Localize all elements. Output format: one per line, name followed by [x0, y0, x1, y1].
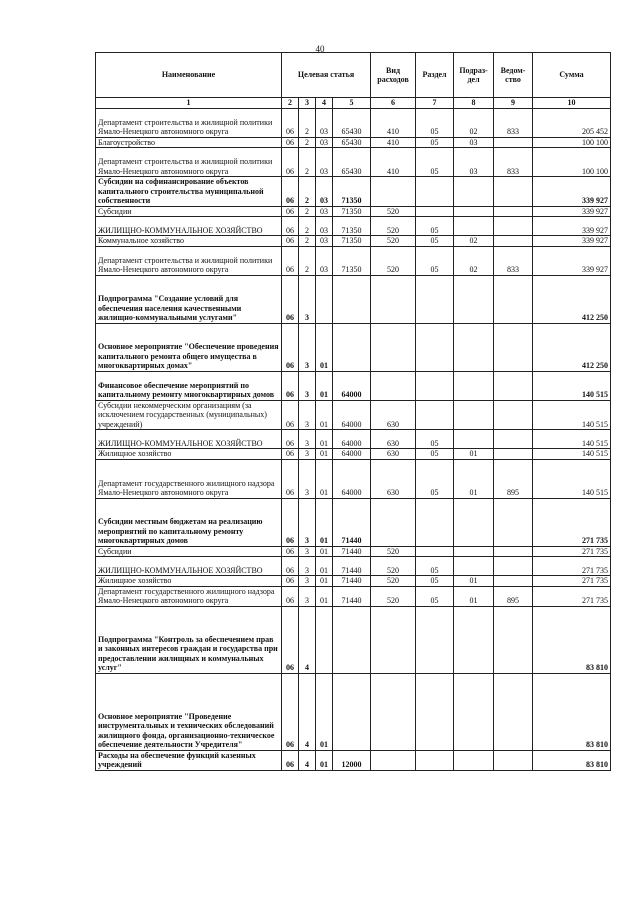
subsection	[454, 323, 494, 371]
target-code-3: 03	[316, 148, 333, 177]
department-code	[494, 400, 533, 430]
department-code	[494, 206, 533, 217]
target-code-2: 3	[299, 371, 316, 400]
target-code-3: 01	[316, 586, 333, 606]
subsection	[454, 217, 494, 236]
amount: 339 927	[533, 236, 611, 247]
target-code-2: 3	[299, 275, 316, 323]
target-code-4: 64000	[333, 371, 371, 400]
table-row	[96, 323, 611, 371]
section: 05	[416, 246, 454, 275]
row-name: ЖИЛИЩНО-КОММУНАЛЬНОЕ ХОЗЯЙСТВО	[96, 430, 282, 449]
row-name: Субсидии местным бюджетам на реализацию мероприятий по капитальному ремонту многоквартирных домов	[96, 498, 282, 546]
header-row	[96, 53, 611, 98]
department-code	[494, 275, 533, 323]
department-code	[494, 137, 533, 148]
target-code-1: 06	[282, 449, 299, 460]
department-code: 895	[494, 586, 533, 606]
subsection	[454, 557, 494, 576]
target-code-4: 71350	[333, 177, 371, 207]
target-code-2: 3	[299, 557, 316, 576]
amount: 140 515	[533, 430, 611, 449]
row-name: Департамент строительства и жилищной политики Ямало-Ненецкого автономного округа	[96, 108, 282, 137]
target-code-1: 06	[282, 275, 299, 323]
target-code-1: 06	[282, 108, 299, 137]
row-name: Финансовое обеспечение мероприятий по капитальному ремонту многоквартирных домов	[96, 371, 282, 400]
header-target: Целевая статья	[282, 53, 371, 98]
row-name: Основное мероприятие "Проведение инструментальных и технических обследований жилищного фонда, организационно-техническое обеспечение деятельности Учредителя"	[96, 673, 282, 750]
department-code	[494, 557, 533, 576]
column-number-row	[96, 98, 611, 109]
amount: 412 250	[533, 275, 611, 323]
department-code	[494, 371, 533, 400]
table-row	[96, 371, 611, 400]
section: 05	[416, 217, 454, 236]
row-name: Расходы на обеспечение функций казенных учреждений	[96, 750, 282, 770]
section: 05	[416, 430, 454, 449]
department-code	[494, 449, 533, 460]
target-code-3: 01	[316, 449, 333, 460]
target-code-4: 64000	[333, 400, 371, 430]
target-code-1: 06	[282, 236, 299, 247]
section	[416, 323, 454, 371]
column-number: 8	[454, 98, 494, 109]
target-code-3: 03	[316, 177, 333, 207]
department-code	[494, 673, 533, 750]
column-number: 10	[533, 98, 611, 109]
amount: 339 927	[533, 206, 611, 217]
target-code-3: 01	[316, 323, 333, 371]
target-code-1: 06	[282, 137, 299, 148]
row-name: Субсидии на софинансирование объектов капитального строительства муниципальной собственности	[96, 177, 282, 207]
subsection: 02	[454, 108, 494, 137]
department-code	[494, 430, 533, 449]
target-code-2: 2	[299, 206, 316, 217]
target-code-4: 65430	[333, 137, 371, 148]
subsection	[454, 546, 494, 557]
amount: 271 735	[533, 498, 611, 546]
header-vid: Вид расходов	[371, 53, 416, 98]
amount: 271 735	[533, 557, 611, 576]
section: 05	[416, 459, 454, 498]
row-name: ЖИЛИЩНО-КОММУНАЛЬНОЕ ХОЗЯЙСТВО	[96, 557, 282, 576]
table-row	[96, 606, 611, 673]
table-row	[96, 449, 611, 460]
target-code-2: 3	[299, 498, 316, 546]
target-code-3: 01	[316, 400, 333, 430]
target-code-1: 06	[282, 557, 299, 576]
column-number: 1	[96, 98, 282, 109]
department-code	[494, 236, 533, 247]
target-code-4: 71440	[333, 498, 371, 546]
target-code-3: 01	[316, 546, 333, 557]
table-row	[96, 246, 611, 275]
target-code-3: 03	[316, 246, 333, 275]
page-number: 40	[315, 44, 325, 54]
target-code-4	[333, 323, 371, 371]
expense-type	[371, 606, 416, 673]
table-row	[96, 498, 611, 546]
expense-type	[371, 323, 416, 371]
subsection	[454, 750, 494, 770]
department-code	[494, 750, 533, 770]
row-name: Подпрограмма "Контроль за обеспечением прав и законных интересов граждан и государства при предоставлении жилищных и коммунальных услуг"	[96, 606, 282, 673]
row-name: Подпрограмма "Создание условий для обеспечения населения качественными жилищно-коммунальными услугами"	[96, 275, 282, 323]
expense-type: 410	[371, 108, 416, 137]
column-number: 2	[282, 98, 299, 109]
row-name: Субсидии некоммерческим организациям (за исключением государственных (муниципальных) учреждений)	[96, 400, 282, 430]
target-code-3	[316, 275, 333, 323]
department-code: 895	[494, 459, 533, 498]
row-name: ЖИЛИЩНО-КОММУНАЛЬНОЕ ХОЗЯЙСТВО	[96, 217, 282, 236]
target-code-2: 4	[299, 606, 316, 673]
target-code-1: 06	[282, 586, 299, 606]
row-name: Департамент строительства и жилищной политики Ямало-Ненецкого автономного округа	[96, 148, 282, 177]
target-code-2: 4	[299, 750, 316, 770]
target-code-4: 71350	[333, 206, 371, 217]
expense-type: 410	[371, 137, 416, 148]
expense-type: 630	[371, 400, 416, 430]
target-code-1: 06	[282, 400, 299, 430]
section: 05	[416, 108, 454, 137]
target-code-4: 12000	[333, 750, 371, 770]
subsection	[454, 606, 494, 673]
subsection: 02	[454, 246, 494, 275]
expense-type	[371, 177, 416, 207]
subsection	[454, 206, 494, 217]
amount: 140 515	[533, 449, 611, 460]
column-number: 4	[316, 98, 333, 109]
target-code-2: 3	[299, 459, 316, 498]
amount: 83 810	[533, 750, 611, 770]
target-code-2: 3	[299, 546, 316, 557]
subsection	[454, 430, 494, 449]
row-name: Благоустройство	[96, 137, 282, 148]
expense-type: 410	[371, 148, 416, 177]
target-code-3: 03	[316, 108, 333, 137]
target-code-1: 06	[282, 217, 299, 236]
amount: 412 250	[533, 323, 611, 371]
subsection: 03	[454, 148, 494, 177]
target-code-3: 03	[316, 206, 333, 217]
target-code-4: 64000	[333, 430, 371, 449]
section	[416, 177, 454, 207]
amount: 83 810	[533, 606, 611, 673]
table-row	[96, 673, 611, 750]
section	[416, 371, 454, 400]
subsection: 01	[454, 576, 494, 587]
target-code-1: 06	[282, 371, 299, 400]
target-code-2: 2	[299, 177, 316, 207]
subsection	[454, 177, 494, 207]
table-row	[96, 576, 611, 587]
expense-type: 630	[371, 430, 416, 449]
target-code-1: 06	[282, 148, 299, 177]
table-row	[96, 557, 611, 576]
target-code-4: 65430	[333, 108, 371, 137]
expense-type: 520	[371, 206, 416, 217]
table-row	[96, 108, 611, 137]
subsection: 03	[454, 137, 494, 148]
amount: 140 515	[533, 459, 611, 498]
target-code-2: 3	[299, 430, 316, 449]
subsection	[454, 498, 494, 546]
row-name: Департамент строительства и жилищной политики Ямало-Ненецкого автономного округа	[96, 246, 282, 275]
target-code-4	[333, 275, 371, 323]
target-code-3	[316, 606, 333, 673]
amount: 339 927	[533, 177, 611, 207]
table-row	[96, 148, 611, 177]
subsection	[454, 673, 494, 750]
target-code-2: 3	[299, 586, 316, 606]
column-number: 6	[371, 98, 416, 109]
expense-type	[371, 275, 416, 323]
department-code	[494, 606, 533, 673]
target-code-2: 3	[299, 323, 316, 371]
target-code-4: 71440	[333, 586, 371, 606]
target-code-2: 2	[299, 246, 316, 275]
target-code-2: 2	[299, 217, 316, 236]
target-code-2: 3	[299, 576, 316, 587]
section: 05	[416, 576, 454, 587]
amount: 100 100	[533, 137, 611, 148]
section	[416, 400, 454, 430]
row-name: Департамент государственного жилищного надзора Ямало-Ненецкого автономного округа	[96, 586, 282, 606]
table-row	[96, 206, 611, 217]
amount: 205 452	[533, 108, 611, 137]
department-code	[494, 217, 533, 236]
subsection: 01	[454, 586, 494, 606]
expense-type	[371, 371, 416, 400]
section	[416, 498, 454, 546]
table-row	[96, 400, 611, 430]
expense-type: 520	[371, 236, 416, 247]
expense-type: 520	[371, 546, 416, 557]
amount: 271 735	[533, 576, 611, 587]
section	[416, 546, 454, 557]
target-code-3: 01	[316, 557, 333, 576]
target-code-1: 06	[282, 606, 299, 673]
amount: 100 100	[533, 148, 611, 177]
department-code	[494, 498, 533, 546]
header-vedomstvo: Ведом-ство	[494, 53, 533, 98]
section: 05	[416, 137, 454, 148]
target-code-4: 71350	[333, 217, 371, 236]
section: 05	[416, 586, 454, 606]
row-name: Коммунальное хозяйство	[96, 236, 282, 247]
department-code: 833	[494, 108, 533, 137]
table-row	[96, 459, 611, 498]
target-code-2: 2	[299, 108, 316, 137]
department-code: 833	[494, 148, 533, 177]
amount: 271 735	[533, 586, 611, 606]
expense-type: 520	[371, 557, 416, 576]
table-row	[96, 217, 611, 236]
target-code-3: 03	[316, 217, 333, 236]
amount: 140 515	[533, 400, 611, 430]
target-code-2: 3	[299, 449, 316, 460]
header-summa: Сумма	[533, 53, 611, 98]
department-code: 833	[494, 246, 533, 275]
row-name: Жилищное хозяйство	[96, 449, 282, 460]
department-code	[494, 323, 533, 371]
target-code-4: 71350	[333, 236, 371, 247]
column-number: 9	[494, 98, 533, 109]
target-code-4: 71440	[333, 576, 371, 587]
row-name: Субсидии	[96, 546, 282, 557]
department-code	[494, 177, 533, 207]
section	[416, 275, 454, 323]
target-code-4: 71440	[333, 557, 371, 576]
expense-type: 630	[371, 449, 416, 460]
department-code	[494, 576, 533, 587]
target-code-3: 03	[316, 236, 333, 247]
expense-type: 520	[371, 576, 416, 587]
table-row	[96, 546, 611, 557]
amount: 83 810	[533, 673, 611, 750]
target-code-1: 06	[282, 750, 299, 770]
expense-type: 520	[371, 217, 416, 236]
target-code-1: 06	[282, 246, 299, 275]
section	[416, 606, 454, 673]
target-code-3: 01	[316, 459, 333, 498]
target-code-3: 01	[316, 371, 333, 400]
expense-type: 630	[371, 459, 416, 498]
target-code-1: 06	[282, 177, 299, 207]
section	[416, 750, 454, 770]
subsection: 01	[454, 449, 494, 460]
target-code-1: 06	[282, 546, 299, 557]
target-code-2: 2	[299, 137, 316, 148]
amount: 140 515	[533, 371, 611, 400]
column-number: 3	[299, 98, 316, 109]
section	[416, 206, 454, 217]
table-row	[96, 137, 611, 148]
amount: 339 927	[533, 246, 611, 275]
target-code-2: 2	[299, 148, 316, 177]
amount: 271 735	[533, 546, 611, 557]
subsection	[454, 371, 494, 400]
budget-table	[95, 52, 611, 771]
expense-type: 520	[371, 246, 416, 275]
target-code-1: 06	[282, 430, 299, 449]
target-code-1: 06	[282, 323, 299, 371]
department-code	[494, 546, 533, 557]
row-name: Основное мероприятие "Обеспечение проведения капитального ремонта общего имущества в многоквартирных домах"	[96, 323, 282, 371]
target-code-4: 71440	[333, 546, 371, 557]
subsection: 02	[454, 236, 494, 247]
target-code-2: 4	[299, 673, 316, 750]
target-code-3: 03	[316, 137, 333, 148]
column-number: 7	[416, 98, 454, 109]
target-code-1: 06	[282, 673, 299, 750]
expense-type	[371, 673, 416, 750]
table-row	[96, 750, 611, 770]
row-name: Департамент государственного жилищного надзора Ямало-Ненецкого автономного округа	[96, 459, 282, 498]
section: 05	[416, 148, 454, 177]
table-row	[96, 236, 611, 247]
target-code-4: 64000	[333, 459, 371, 498]
section: 05	[416, 236, 454, 247]
subsection	[454, 400, 494, 430]
target-code-1: 06	[282, 576, 299, 587]
table-row	[96, 430, 611, 449]
row-name: Субсидии	[96, 206, 282, 217]
target-code-4: 65430	[333, 148, 371, 177]
header-podrazdel: Подраз-дел	[454, 53, 494, 98]
section	[416, 673, 454, 750]
table-row	[96, 586, 611, 606]
target-code-3: 01	[316, 673, 333, 750]
column-number: 5	[333, 98, 371, 109]
target-code-3: 01	[316, 498, 333, 546]
target-code-1: 06	[282, 498, 299, 546]
header-razdel: Раздел	[416, 53, 454, 98]
target-code-4	[333, 673, 371, 750]
target-code-2: 2	[299, 236, 316, 247]
target-code-4: 64000	[333, 449, 371, 460]
section: 05	[416, 449, 454, 460]
expense-type: 520	[371, 586, 416, 606]
table-body	[96, 108, 611, 770]
header-name: Наименование	[96, 53, 282, 98]
target-code-1: 06	[282, 206, 299, 217]
subsection: 01	[454, 459, 494, 498]
target-code-1: 06	[282, 459, 299, 498]
row-name: Жилищное хозяйство	[96, 576, 282, 587]
target-code-3: 01	[316, 576, 333, 587]
expense-type	[371, 498, 416, 546]
subsection	[454, 275, 494, 323]
target-code-4	[333, 606, 371, 673]
table-row	[96, 275, 611, 323]
target-code-4: 71350	[333, 246, 371, 275]
target-code-3: 01	[316, 750, 333, 770]
amount: 339 927	[533, 217, 611, 236]
table-row	[96, 177, 611, 207]
section: 05	[416, 557, 454, 576]
expense-type	[371, 750, 416, 770]
target-code-3: 01	[316, 430, 333, 449]
target-code-2: 3	[299, 400, 316, 430]
